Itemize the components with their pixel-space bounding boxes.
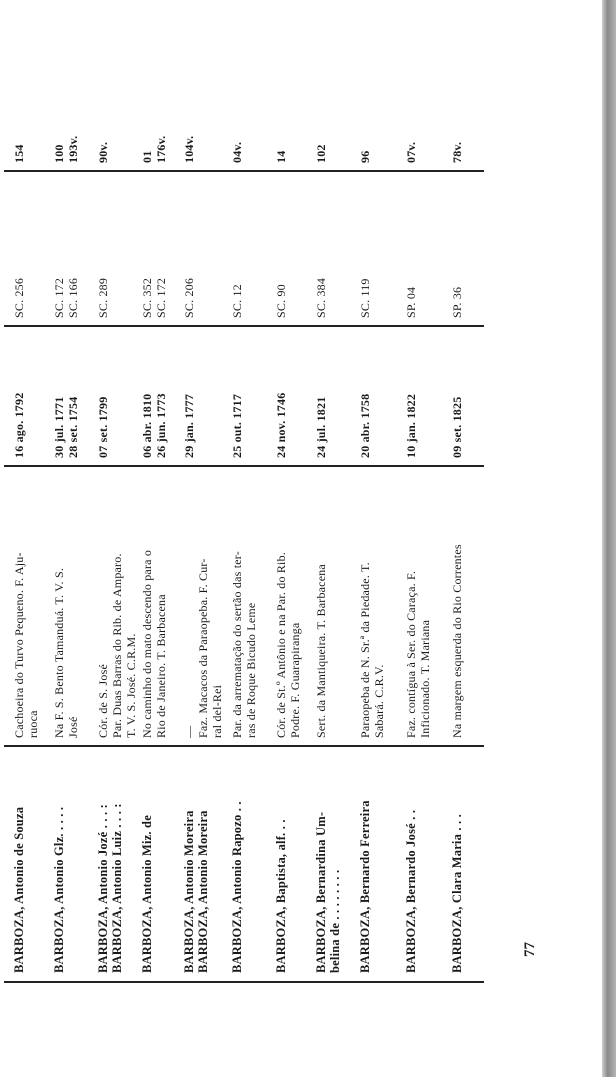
fol-text: 04v.	[230, 141, 244, 163]
place-text: Rio de Janeiro. T. Barbacena	[154, 594, 168, 738]
column-rule	[4, 465, 484, 467]
fol-text: 14	[274, 150, 288, 163]
place-text: Inficionado. T. Mariana	[418, 619, 432, 738]
place-text: Na F. S. Bento Tamanduá. T. V. S.	[52, 567, 66, 738]
date-text: 06 abr. 1810	[140, 393, 154, 458]
ref-text: SC. 289	[96, 277, 110, 318]
table-left-rule	[4, 981, 484, 983]
fol-text: 07v.	[404, 141, 418, 163]
date-text: 09 set. 1825	[450, 396, 464, 458]
ref-text: SC. 172	[154, 277, 168, 318]
page-number: 77	[522, 942, 538, 957]
date-text: 25 out. 1717	[230, 393, 244, 458]
name-text: BARBOZA, Antonio Miz. de	[140, 815, 154, 973]
date-text: 26 jun. 1773	[154, 393, 168, 458]
place-text: ral del-Rei	[210, 684, 224, 738]
name-text: BARBOZA, Antonio Moreira	[182, 810, 196, 973]
date-text: 29 jan. 1777	[182, 393, 196, 458]
date-text: 07 set. 1799	[96, 396, 110, 458]
name-text: BARBOZA, Antonio Luiz . . . :	[110, 803, 124, 973]
place-text: —	[182, 725, 196, 738]
ref-text: SP. 36	[450, 286, 464, 318]
fol-text: 193v.	[66, 135, 80, 163]
index-table	[4, 17, 484, 977]
page-edge-shadow	[602, 0, 616, 1077]
place-text: Sert. da Mantiqueira. T. Barbacena	[314, 564, 328, 738]
name-text: BARBOZA, Antonio de Souza	[12, 806, 26, 973]
name-text: BARBOZA, Antonio Glz. . . . .	[52, 806, 66, 973]
date-text: 28 set. 1754	[66, 396, 80, 458]
name-text: BARBOZA, Clara Maria . . .	[450, 813, 464, 973]
date-text: 20 abr. 1758	[358, 393, 372, 458]
ref-text: SC. 384	[314, 277, 328, 318]
name-text: BARBOZA, Baptista, alf. . .	[274, 819, 288, 973]
fol-text: 96	[358, 150, 372, 163]
place-text: Podre. F. Guarapiranga	[288, 622, 302, 738]
date-text: 10 jan. 1822	[404, 393, 418, 458]
name-text: belina de . . . . . . . .	[328, 869, 342, 973]
date-text: 24 nov. 1746	[274, 392, 288, 458]
column-rule	[4, 325, 484, 327]
place-text: No caminho do mato descendo para o	[140, 549, 154, 738]
fol-text: 176v.	[154, 135, 168, 163]
name-text: BARBOZA, Bernardo José . .	[404, 809, 418, 973]
name-text: BARBOZA, Bernardo Ferreira	[358, 800, 372, 973]
place-text: Paraopeba de N. Sr.ª da Piedade. T.	[358, 562, 372, 738]
fol-text: 104v.	[182, 135, 196, 163]
name-text: BARBOZA, Antonio Moreira	[196, 810, 210, 973]
ref-text: SC. 166	[66, 277, 80, 318]
column-rule	[4, 170, 484, 172]
ref-text: SC. 90	[274, 284, 288, 318]
date-text: 30 jul. 1771	[52, 396, 66, 458]
ref-text: SC. 256	[12, 277, 26, 318]
place-text: Par. da arrematação do sertão das ter-	[230, 551, 244, 738]
fol-text: 154	[12, 144, 26, 163]
place-text: José	[66, 716, 80, 738]
ref-text: SC. 206	[182, 277, 196, 318]
ref-text: SC. 172	[52, 277, 66, 318]
name-text: BARBOZA, Antonio Rapozo . .	[230, 801, 244, 973]
ref-text: SC. 352	[140, 277, 154, 318]
name-text: BARBOZA, Bernardina Um-	[314, 811, 328, 973]
place-text: Par. Duas Barras do Rib. de Amparo.	[110, 553, 124, 738]
place-text: ras de Roque Bicudo Leme	[244, 602, 258, 738]
place-text: Faz. contígua à Ser. do Caraça. F.	[404, 570, 418, 738]
fol-text: 78v.	[450, 141, 464, 163]
ref-text: SP. 04	[404, 286, 418, 318]
fol-text: 90v.	[96, 141, 110, 163]
fol-text: 01	[140, 150, 154, 163]
fol-text: 102	[314, 144, 328, 163]
fol-text: 100	[52, 144, 66, 163]
name-text: BARBOZA, Antonio Jozé . . . :	[96, 803, 110, 973]
place-text: Cachoeira do Turvo Pequeno. F. Aju-	[12, 552, 26, 738]
place-text: T. V. S. José. C.R.M.	[124, 633, 138, 738]
place-text: ruoca	[26, 710, 40, 738]
place-text: Sabará. C.R.V.	[372, 664, 386, 738]
ref-text: SC. 119	[358, 278, 372, 318]
place-text: Na margem esquerda do Rio Correntes	[450, 544, 464, 738]
date-text: 24 jul. 1821	[314, 396, 328, 458]
place-text: Cór. de S. José	[96, 663, 110, 738]
date-text: 16 ago. 1792	[12, 392, 26, 458]
place-text: Cór. de St.º Antônio e na Par. do Rib.	[274, 552, 288, 738]
ref-text: SC. 12	[230, 284, 244, 318]
place-text: Faz. Macacos da Paraopeba. F. Cur-	[196, 558, 210, 738]
column-rule	[4, 745, 484, 747]
